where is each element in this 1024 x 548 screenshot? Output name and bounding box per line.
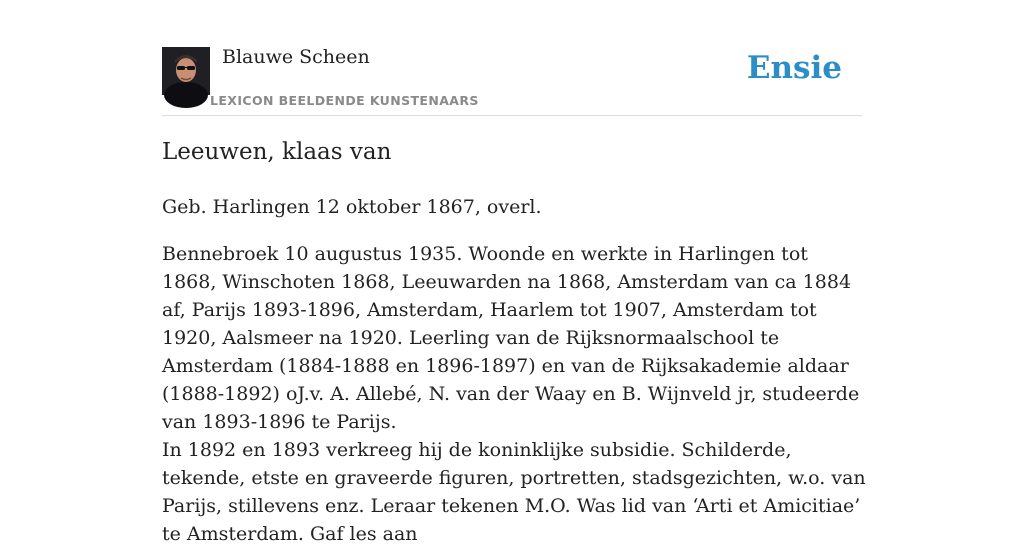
article-paragraph: In 1892 en 1893 verkreeg hij de koninklijke subsidie. Schilderde, tekende, etste en graveerde figuren, portretten, stadsgezichten, w.o. van Parijs, stillevens enz. Leraar tekenen M.O. Was lid van ‘Arti et Amicitiae’ te Amsterdam. Gaf les aan xyxy=(162,439,866,545)
author-avatar[interactable] xyxy=(162,47,210,95)
page-container xyxy=(162,0,866,545)
page-title: Leeuwen, klaas van xyxy=(162,139,392,165)
article-paragraph: Geb. Harlingen 12 oktober 1867, overl. xyxy=(162,196,542,218)
ensie-logo[interactable]: Ensie xyxy=(746,50,842,86)
avatar-image xyxy=(162,47,210,95)
category-label[interactable]: LEXICON BEELDENDE KUNSTENAARS xyxy=(210,93,479,108)
article-paragraph: Bennebroek 10 augustus 1935. Woonde en werkte in Harlingen tot 1868, Winschoten 1868, Leeuwarden na 1868, Amsterdam van ca 1884 af, Parijs 1893-1896, Amsterdam, Haarlem tot 1907, Amsterdam tot 1920, Aalsmeer na 1920. Leerling van de Rijksnormaalschool te Amsterdam (1884-1888 en 1896-1897) en van de Rijksakademie aldaar (1888-1892) oJ.v. A. Allebé, N. van der Waay en B. Wijnveld jr, studeerde van 1893-1896 te Parijs. xyxy=(162,243,860,433)
author-name[interactable]: Blauwe Scheen xyxy=(222,46,370,68)
article-header xyxy=(162,0,862,116)
